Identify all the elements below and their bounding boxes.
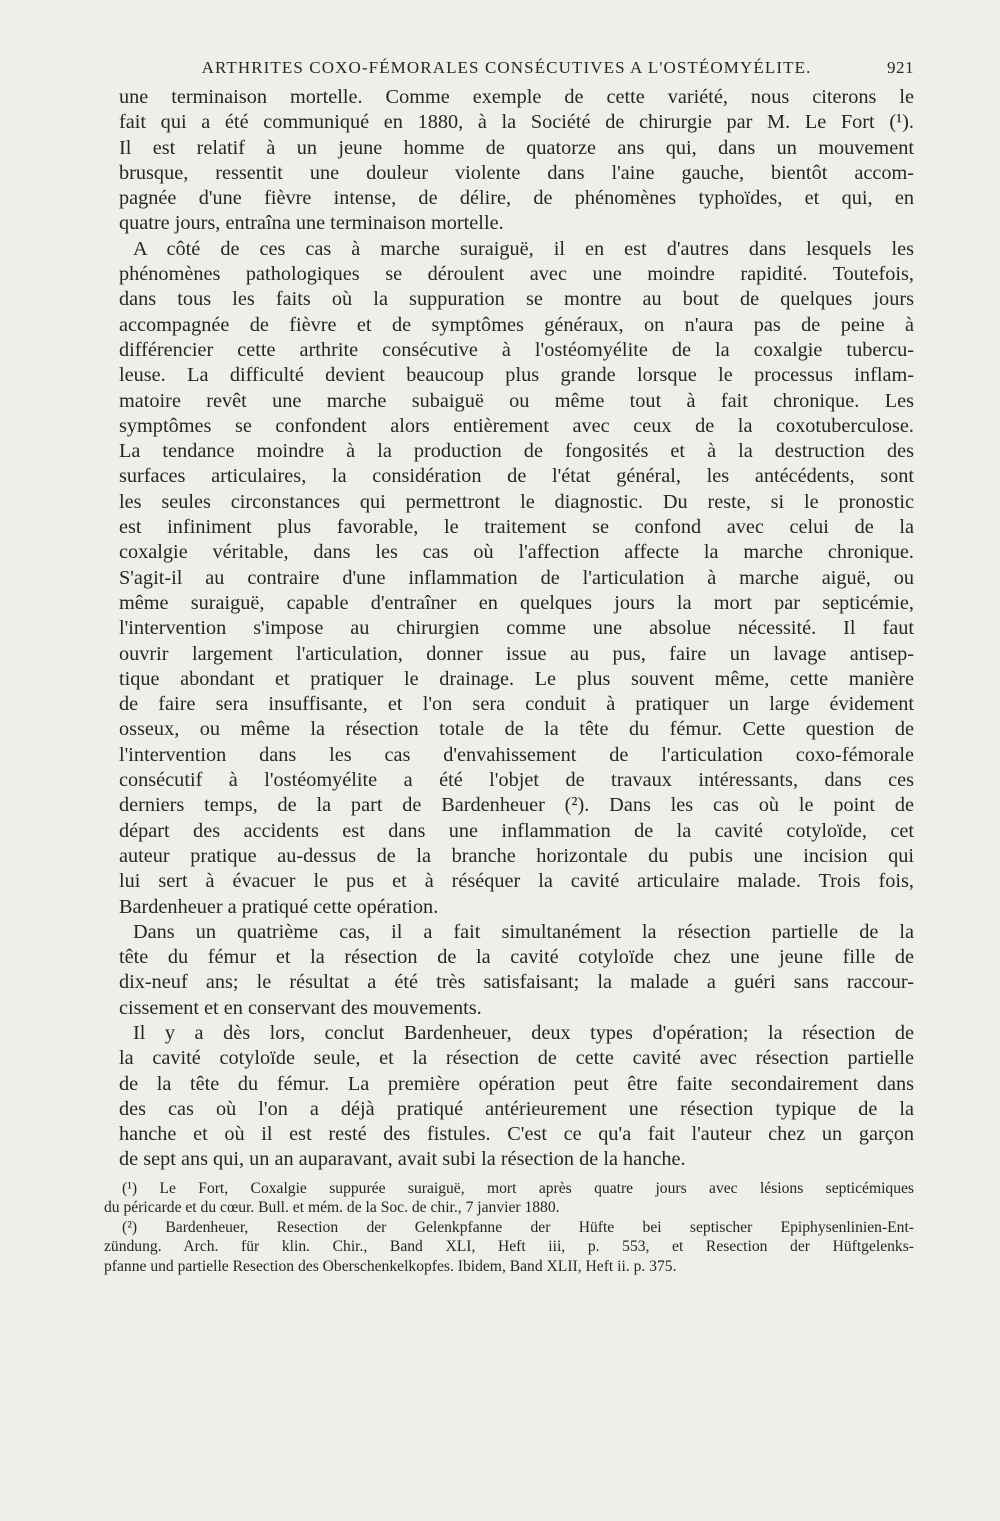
text-line: hanche et où il est resté des fistules. C'est ce qu'a fait l'auteur chez un garçon [119,1123,914,1146]
text-line: pagnée d'une fièvre intense, de délire, de phénomènes typhoïdes, et qui, en [119,187,914,210]
text-line: auteur pratique au-dessus de la branche horizontale du pubis une incision qui [119,844,914,867]
text-line: de faire sera insuffisante, et l'on sera conduit à pratiquer un large évidement [119,693,914,716]
footnote-line: pfanne und partielle Resection des Oberschenkelkopfes. Ibidem, Band XLII, Heft ii. p. 375. [104,1257,677,1275]
text-line: La tendance moindre à la production de fongosités et à la destruction des [119,440,914,463]
text-line: les seules circonstances qui permettront le diagnostic. Du reste, si le pronostic [119,490,914,513]
text-line: tique abondant et pratiquer le drainage. Le plus souvent même, cette manière [119,667,914,690]
text-line: osseux, ou même la résection totale de la tête du fémur. Cette question de [119,718,914,741]
text-line: leuse. La difficulté devient beaucoup plus grande lorsque le processus inflam- [119,364,914,387]
text-line: Il y a dès lors, conclut Bardenheuer, deux types d'opération; la résection de [133,1021,914,1044]
text-line: accompagnée de fièvre et de symptômes généraux, on n'aura pas de peine à [119,313,914,336]
text-line: même suraiguë, capable d'entraîner en quelques jours la mort par septicémie, [119,591,914,614]
text-line: coxalgie véritable, dans les cas où l'affection affecte la marche chronique. [119,541,914,564]
text-line: brusque, ressentit une douleur violente dans l'aine gauche, bientôt accom- [119,161,914,184]
text-line: phénomènes pathologiques se déroulent avec une moindre rapidité. Toutefois, [119,263,914,286]
text-line: une terminaison mortelle. Comme exemple de cette variété, nous citerons le [119,86,914,108]
text-line: Il est relatif à un jeune homme de quatorze ans qui, dans un mouvement [119,136,914,159]
text-line: consécutif à l'ostéomyélite a été l'objet de travaux intéressants, dans ces [119,769,914,792]
text-line: tête du fémur et la résection de la cavité cotyloïde chez une jeune fille de [119,946,914,969]
footnotes [104,1179,914,1277]
text-line: dans tous les faits où la suppuration se montre au bout de quelques jours [119,288,914,311]
text-line: quatre jours, entraîna une terminaison mortelle. [119,212,504,235]
text-line: A côté de ces cas à marche suraiguë, il en est d'autres dans lesquels les [133,237,914,260]
text-line: l'intervention dans les cas d'envahissement de l'articulation coxo-fémorale [119,743,914,766]
paragraph [104,237,914,920]
page-number: 921 [887,58,914,77]
footnote-line: (¹) Le Fort, Coxalgie suppurée suraiguë, mort après quatre jours avec lésions septicémiques [122,1179,914,1197]
text-line: derniers temps, de la part de Bardenheuer (²). Dans les cas où le point de [119,794,914,817]
text-line: lui sert à évacuer le pus et à réséquer la cavité articulaire malade. Trois fois, [119,870,914,893]
footnote-line: zündung. Arch. für klin. Chir., Band XLI, Heft iii, p. 553, et Resection der Hüftgelenks- [104,1238,914,1256]
text-line: dix-neuf ans; le résultat a été très satisfaisant; la malade a guéri sans raccour- [119,971,914,994]
footnote [104,1218,914,1277]
text-line: est infiniment plus favorable, le traitement se confond avec celui de la [119,516,914,539]
footnote-line: du péricarde et du cœur. Bull. et mém. de la Soc. de chir., 7 janvier 1880. [104,1199,560,1217]
text-line: ouvrir largement l'articulation, donner issue au pus, faire un lavage antisep- [119,642,914,665]
text-line: l'intervention s'impose au chirurgien comme une absolue nécessité. Il faut [119,617,914,640]
running-header [104,58,914,78]
text-line: différencier cette arthrite consécutive à l'ostéomyélite de la coxalgie tubercu- [119,338,914,361]
text-line: cissement et en conservant des mouvements. [119,996,482,1019]
paragraph [104,1021,914,1173]
text-line: des cas où l'on a déjà pratiqué antérieurement une résection typique de la [119,1097,914,1120]
text-line: la cavité cotyloïde seule, et la résection de cette cavité avec résection partielle [119,1047,914,1070]
text-line: de sept ans qui, un an auparavant, avait subi la résection de la hanche. [119,1148,686,1171]
paragraph [104,920,914,1021]
text-line: départ des accidents est dans une inflammation de la cavité cotyloïde, cet [119,819,914,842]
text-line: Dans un quatrième cas, il a fait simultanément la résection partielle de la [133,920,914,943]
running-title: ARTHRITES COXO-FÉMORALES CONSÉCUTIVES A L'OSTÉOMYÉLITE. [201,58,812,77]
footnote-line: (²) Bardenheuer, Resection der Gelenkpfanne der Hüfte bei septischer Epiphysenlinien-Ent- [122,1218,914,1236]
text-line: surfaces articulaires, la considération de l'état général, les antécédents, sont [119,465,914,488]
text-line: Bardenheuer a pratiqué cette opération. [119,895,439,918]
body-text [104,85,914,1173]
paragraph [104,85,914,237]
text-line: de la tête du fémur. La première opération peut être faite secondairement dans [119,1072,914,1095]
text-line: matoire revêt une marche subaiguë ou même tout à fait chronique. Les [119,389,914,412]
text-line: symptômes se confondent alors entièrement avec ceux de la coxotuberculose. [119,414,914,437]
text-line: S'agit-il au contraire d'une inflammation de l'articulation à marche aiguë, ou [119,566,914,589]
footnote [104,1179,914,1218]
text-line: fait qui a été communiqué en 1880, à la Société de chirurgie par M. Le Fort (¹). [119,111,914,134]
